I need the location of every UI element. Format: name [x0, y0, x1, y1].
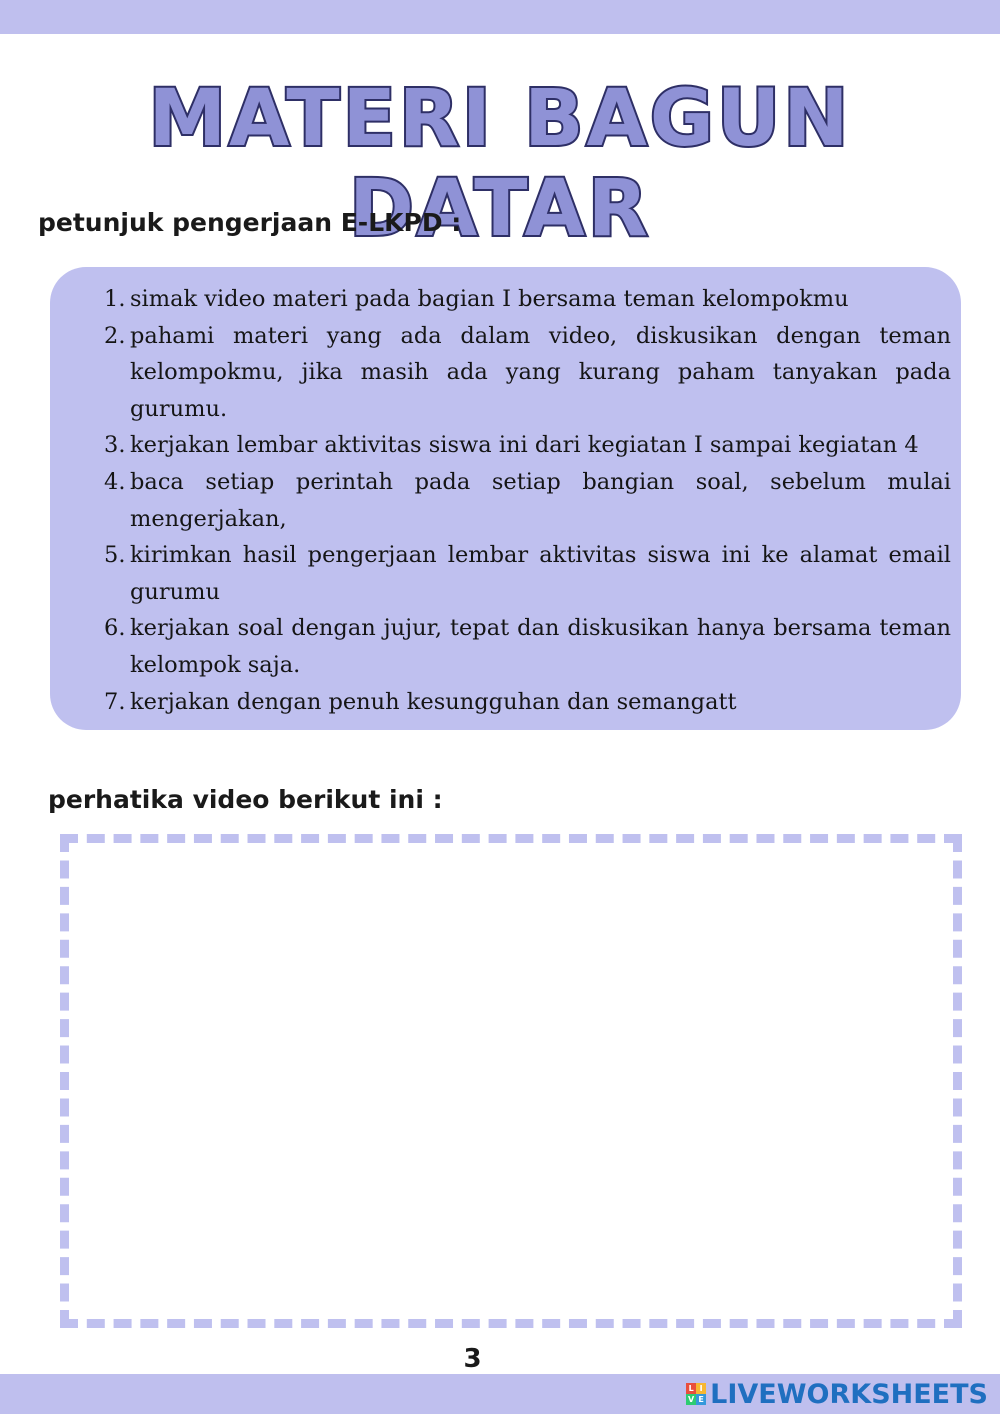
instruction-text: kerjakan dengan penuh kesungguhan dan semangatt	[130, 688, 737, 715]
page-number: 3	[463, 1344, 482, 1374]
logo-letter: E	[696, 1394, 706, 1405]
video-embed-area[interactable]	[60, 834, 962, 1328]
instruction-text: kerjakan lembar aktivitas siswa ini dari kegiatan I sampai kegiatan 4	[130, 432, 919, 459]
instruction-item	[104, 281, 951, 318]
instruction-item	[104, 427, 951, 464]
instruction-item	[104, 610, 951, 683]
top-decor-bar	[0, 0, 1000, 34]
instruction-text: kirimkan hasil pengerjaan lembar aktivitas siswa ini ke alamat email gurumu	[130, 542, 951, 605]
logo-letter: V	[688, 1395, 695, 1404]
liveworksheets-logo-icon	[686, 1383, 706, 1405]
logo-letter: I	[696, 1383, 706, 1394]
instructions-heading: petunjuk pengerjaan E-LKPD :	[38, 208, 462, 237]
instruction-text: baca setiap perintah pada setiap bangian soal, sebelum mulai mengerjakan,	[130, 468, 951, 532]
instruction-number: 4.	[104, 468, 126, 495]
instruction-number: 6.	[104, 615, 126, 642]
instruction-number: 2.	[104, 322, 126, 349]
page-title: MATERI BAGUN DATAR	[148, 74, 852, 254]
liveworksheets-brand[interactable]	[686, 1374, 988, 1414]
instruction-text: kerjakan soal dengan jujur, tepat dan diskusikan hanya bersama teman kelompok saja.	[130, 615, 951, 678]
brand-text: LIVEWORKSHEETS	[710, 1378, 988, 1410]
instruction-text: simak video materi pada bagian I bersama teman kelompokmu	[130, 286, 849, 312]
instruction-item	[104, 537, 951, 610]
instruction-number: 7.	[104, 688, 126, 715]
logo-letter: L	[686, 1383, 696, 1394]
instruction-text: pahami materi yang ada dalam video, diskusikan dengan teman kelompokmu, jika masih ada yang kurang paham tanyakan pada gurumu.	[130, 322, 951, 422]
instruction-number: 3.	[104, 432, 126, 459]
video-heading: perhatika video berikut ini :	[48, 785, 443, 814]
instruction-number: 1.	[104, 286, 126, 312]
instruction-item	[104, 684, 951, 721]
instruction-item	[104, 318, 951, 428]
instructions-list	[104, 281, 951, 720]
instruction-number: 5.	[104, 542, 126, 569]
instruction-item	[104, 464, 951, 537]
instructions-panel	[50, 267, 961, 730]
